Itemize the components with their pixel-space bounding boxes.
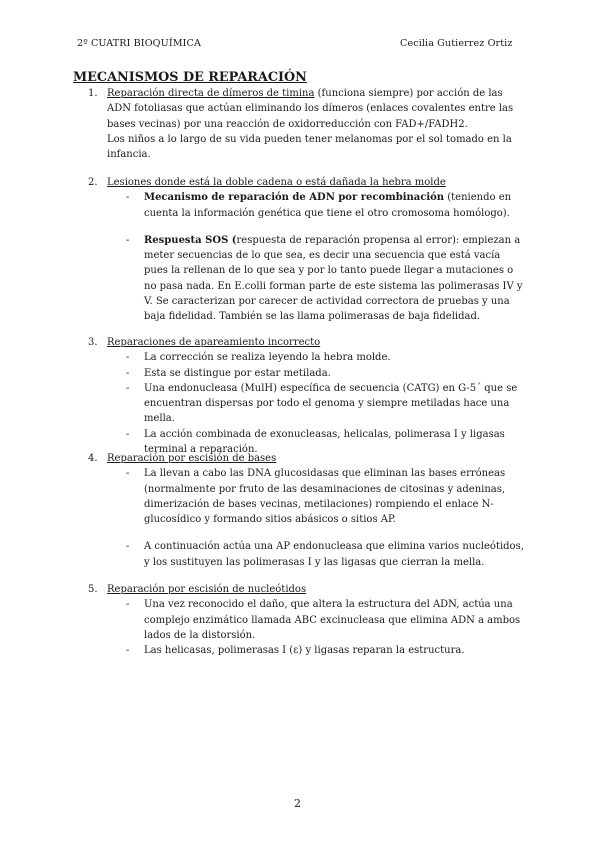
dash-bullet: - xyxy=(126,599,130,611)
section-number: 2. xyxy=(88,177,98,188)
header-right: Cecilia Gutierrez Ortiz xyxy=(400,38,513,49)
list-item xyxy=(107,597,527,643)
list-item xyxy=(107,539,527,570)
item-text: respuesta de reparación propensa al error): empiezan a meter secuencias de lo que sea, es decir una secuencia que está vacía pues la rellenan de lo que sea y por lo tanto puede llegar a mutaciones o no pasa nada. En E.colli forman parte de este sistema las polimerasas IV y V. Se caracterizan por carecer de actividad correctora de pruebas y una baja fidelidad. También se las llama polimerasas de baja fidelidad. xyxy=(144,234,523,323)
item-text: Una vez reconocido el daño, que altera la estructura del ADN, actúa una complejo enzimático llamada ABC excinucleasa que elimina ADN a ambos lados de la distorsión. xyxy=(144,599,521,641)
item-text: (teniendo en cuenta la información genética que tiene el otro cromosoma homólogo). xyxy=(144,192,512,219)
list-item xyxy=(107,190,527,221)
item-text: Una endonucleasa (MulH) específica de secuencia (CATG) en G-5´ que se encuentran dispersas por todo el genoma y siempre metiladas hace una mella. xyxy=(144,382,518,425)
section-number: 4. xyxy=(88,453,98,464)
dash-bullet: - xyxy=(126,234,130,246)
list-item xyxy=(107,233,527,325)
section-number: 3. xyxy=(88,337,98,348)
bold-term: Respuesta SOS ( xyxy=(144,234,237,246)
page-number: 2 xyxy=(294,797,301,810)
list-item xyxy=(107,350,527,365)
list-item xyxy=(107,643,527,658)
section-heading: Reparaciones de apareamiento incorrecto xyxy=(107,337,321,348)
dash-bullet: - xyxy=(126,367,130,379)
section-heading: Reparación por escisión de bases xyxy=(107,453,277,464)
section-heading: Reparación directa de dímeros de timina xyxy=(107,88,315,99)
item-text: Las helicasas, polimerasas I (ε) y ligasas reparan la estructura. xyxy=(144,645,465,657)
section-1 xyxy=(88,86,527,162)
section-number: 1. xyxy=(88,88,98,99)
item-text: La acción combinada de exonucleasas, helicalas, polimerasa I y ligasas terminal a reparación. xyxy=(144,428,505,456)
dash-bullet: - xyxy=(126,352,130,364)
page-title: MECANISMOS DE REPARACIÓN xyxy=(73,70,307,85)
section-heading: Reparación por escisión de nucleótidos xyxy=(107,584,307,595)
section-2 xyxy=(88,175,527,325)
item-text: Esta se distingue por estar metilada. xyxy=(144,367,331,379)
list-item xyxy=(107,366,527,381)
item-text: La corrección se realiza leyendo la hebra molde. xyxy=(144,352,391,364)
dash-bullet: - xyxy=(126,541,130,553)
item-text: La llevan a cabo las DNA glucosidasas que eliminan las bases erróneas (normalmente por fruto de las desaminaciones de citosinas y adeninas, dimerización de bases vecinas, metilaciones) rompiendo el enlace N-glucosídico y formando sitios abásicos o sitios AP. xyxy=(144,468,506,526)
section-4 xyxy=(88,451,527,570)
dash-bullet: - xyxy=(126,192,130,204)
dash-bullet: - xyxy=(126,428,130,440)
item-text: A continuación actúa una AP endonucleasa que elimina varios nucleótidos, y los sustituyen las polimerasas I y las ligasas que cierran la mella. xyxy=(144,541,524,568)
section-number: 5. xyxy=(88,584,98,595)
list-item xyxy=(107,466,527,527)
paragraph: (funciona siempre) por acción de las ADN fotoliasas que actúan eliminando los dímeros (enlaces covalentes entre las bases vecinas) por una reacción de oxidorreducción con FAD+/FADH2. xyxy=(107,88,514,130)
dash-bullet: - xyxy=(126,645,130,657)
section-5 xyxy=(88,582,527,658)
dash-bullet: - xyxy=(126,382,130,394)
list-item xyxy=(107,381,527,427)
bold-term: Mecanismo de reparación de ADN por recombinación xyxy=(144,192,445,204)
section-heading: Lesiones donde está la doble cadena o está dañada la hebra molde xyxy=(107,177,446,188)
header-left: 2º CUATRI BIOQUÍMICA xyxy=(77,38,201,49)
dash-bullet: - xyxy=(126,468,130,480)
paragraph: Los niños a lo largo de su vida pueden tener melanomas por el sol tomado en la infancia. xyxy=(107,133,512,161)
section-3 xyxy=(88,335,527,457)
